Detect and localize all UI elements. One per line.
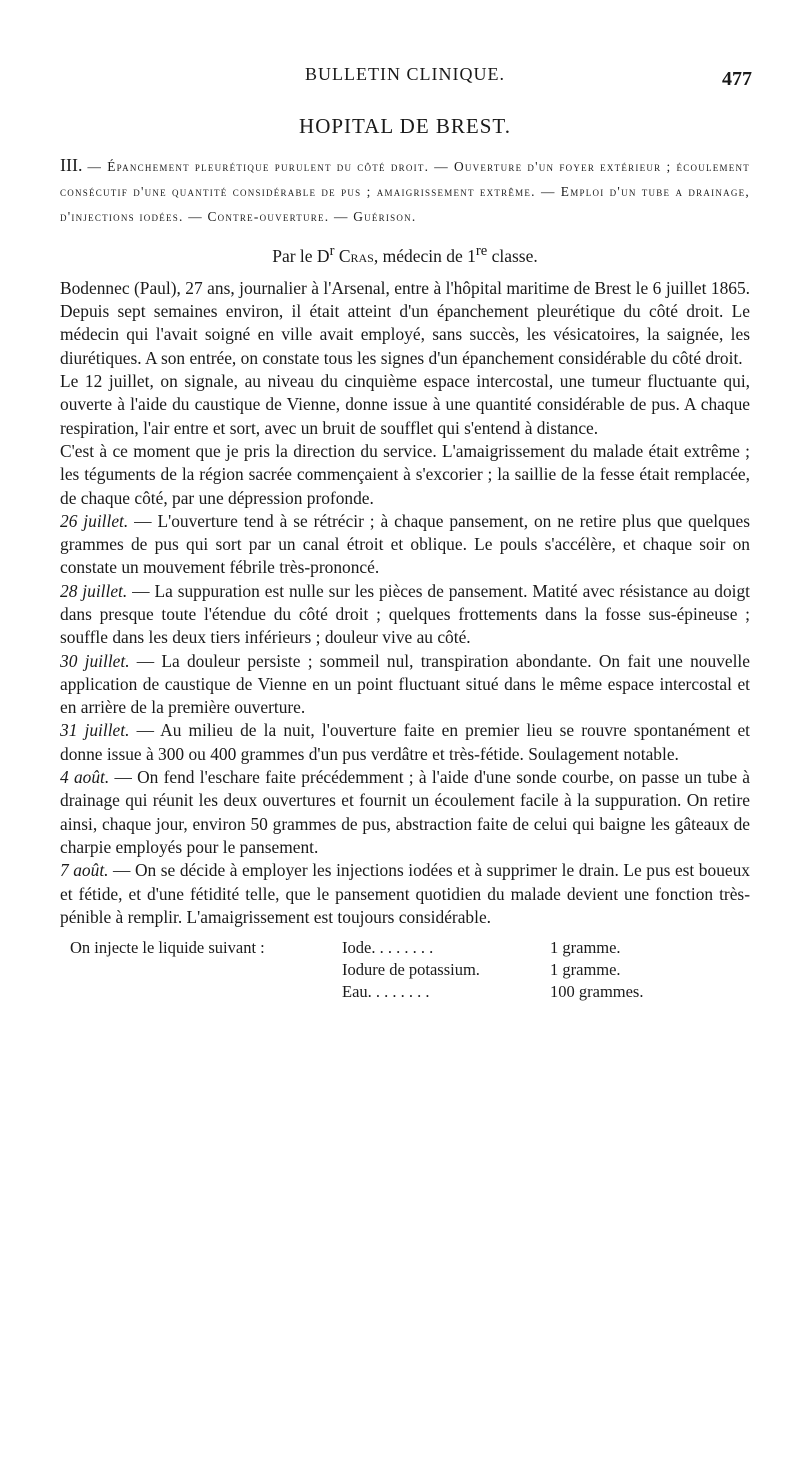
- body-text: [60, 277, 750, 929]
- paragraph-date: 7 août.: [60, 860, 109, 881]
- paragraph: [60, 766, 750, 859]
- byline-sup-2: re: [475, 243, 488, 259]
- paragraph-date: 4 août.: [60, 767, 110, 788]
- paragraph-date: 28 juillet.: [60, 580, 128, 601]
- byline-end: classe.: [487, 245, 538, 266]
- paragraph-text: — L'ouverture tend à se rétrécir ; à chaque pansement, on ne retire plus que quelques grammes de pus qui sort par un canal étroit et oblique. Le pouls s'accélère, et chaque soir on constate un mouvement fébrile très-prononcé.: [60, 510, 750, 578]
- paragraph-date: 31 juillet.: [60, 720, 130, 741]
- paragraph: [60, 719, 750, 766]
- paragraph-text: Le 12 juillet, on signale, au niveau du cinquième espace intercostal, une tumeur fluctuante qui, ouverte à l'aide du caustique de Vienne, donne issue à une quantité considérable de pus. A chaque respiration, l'air entre et sort, avec un bruit de soufflet qui s'entend à distance.: [60, 371, 750, 438]
- paragraph: [60, 510, 750, 580]
- paragraph-text: Bodennec (Paul), 27 ans, journalier à l'Arsenal, entre à l'hôpital maritime de Brest le 6 juillet 1865. Depuis sept semaines environ, il était atteint d'un épanchement pleurétique du côté droit. Le médecin qui l'avait soigné en ville avait employé, sans succès, les vésicatoires, la saignée, les diurétiques. A son entrée, on constate tous les signes d'un épanchement considérable du côté droit.: [60, 277, 750, 368]
- paragraph-text: — La douleur persiste ; sommeil nul, transpiration abondante. On fait une nouvelle application de caustique de Vienne en un point fluctuant situé dans le même espace intercostal et en arrière de la première ouverture.: [60, 650, 750, 718]
- paragraph-text: — On fend l'eschare faite précédemment ; à l'aide d'une sonde courbe, on passe un tube à drainage qui réunit les deux ouvertures et fournit un écoulement facile à la suppuration. On retire ainsi, chaque jour, environ 50 grammes de pus, abstraction faite de celui qui baigne les gâteaux de charpie employés pour le pansement.: [60, 767, 751, 857]
- prescription-row: [60, 981, 750, 1003]
- author-name: Cras: [338, 245, 374, 266]
- case-heading-text: — Épanchement pleurétique purulent du côté droit. — Ouverture d'un foyer extérieur ; écoulement consécutif d'une quantité considérable de pus ; amaigrissement extrême. — Emploi d'un tube a drainage, d'injections iodées. — Contre-ouverture. — Guérison.: [60, 159, 750, 224]
- paragraph-text: — Au milieu de la nuit, l'ouverture faite en premier lieu se rouvre spontanément et donne issue à 300 ou 400 grammes d'un pus verdâtre et très-fétide. Soulagement notable.: [60, 720, 750, 764]
- case-heading: [60, 153, 750, 229]
- prescription-row: [60, 937, 750, 959]
- prescription-row: [60, 959, 750, 981]
- ingredient: Eau. . . . . . . .: [342, 982, 430, 1002]
- case-number: III.: [60, 155, 83, 175]
- byline-sup: r: [329, 243, 335, 259]
- page: [60, 58, 750, 1003]
- page-number: 477: [722, 68, 752, 90]
- running-title: BULLETIN CLINIQUE.: [305, 64, 505, 84]
- paragraph-date: 26 juillet.: [60, 510, 129, 531]
- paragraph-date: 30 juillet.: [60, 650, 130, 671]
- prescription-intro: On injecte le liquide suivant :: [70, 938, 265, 958]
- paragraph: [60, 277, 750, 370]
- ingredient: Iode. . . . . . . .: [342, 938, 434, 958]
- paragraph: [60, 650, 750, 720]
- paragraph-text: — La suppuration est nulle sur les pièces de pansement. Matité avec résistance au doigt dans presque toute l'étendue du côté droit ; quelques frottements dans la fosse sus-épineuse ; souffle dans les deux tiers inférieurs ; douleur vive au côté.: [60, 580, 750, 648]
- section-title: HOPITAL DE BREST.: [299, 114, 511, 138]
- ingredient: Iodure de potassium.: [342, 960, 480, 980]
- paragraph: [60, 580, 750, 650]
- paragraph: [60, 859, 750, 929]
- running-head: [60, 58, 750, 94]
- byline-suffix: , médecin de 1: [373, 245, 476, 266]
- paragraph: [60, 370, 750, 440]
- byline-prefix: Par le D: [272, 245, 330, 266]
- quantity: 1 gramme.: [550, 938, 621, 958]
- prescription: [60, 937, 750, 1003]
- paragraph: [60, 440, 750, 510]
- paragraph-text: — On se décide à employer les injections iodées et à supprimer le drain. Le pus est boueux et fétide, et d'une fétidité telle, que le pansement quotidien du malade devient une fonction très-pénible à remplir. L'amaigrissement est toujours considérable.: [60, 860, 751, 927]
- quantity: 100 grammes.: [550, 982, 644, 1002]
- paragraph-text: C'est à ce moment que je pris la direction du service. L'amaigrissement du malade était extrême ; les téguments de la région sacrée commençaient à s'excorier ; la saillie de la fesse était remplacée, de chaque côté, par une dépression profonde.: [60, 440, 750, 508]
- quantity: 1 gramme.: [550, 960, 621, 980]
- byline: [60, 243, 750, 267]
